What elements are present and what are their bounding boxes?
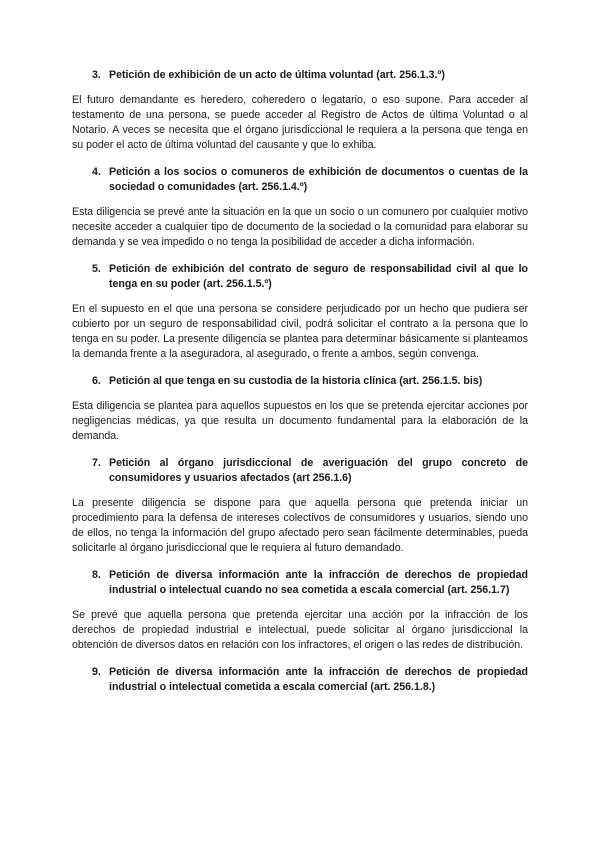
section-paragraph: Esta diligencia se plantea para aquellos supuestos en los que se pretenda ejercitar acciones por negligencias médicas, ya que resulta un documento fundamental para la elaboración de la demanda.: [72, 400, 528, 442]
section-heading: [72, 665, 528, 695]
section-9: [72, 665, 528, 695]
section-title: Petición de exhibición del contrato de seguro de responsabilidad civil al que lo tenga en su poder (art. 256.1.5.º): [109, 263, 528, 290]
section-heading: [72, 262, 528, 292]
section-8: [72, 568, 528, 653]
section-title: Petición de diversa información ante la infracción de derechos de propiedad industrial o intelectual cuando no sea cometida a escala comercial (art. 256.1.7): [109, 569, 528, 596]
section-number: 6.: [92, 375, 101, 387]
section-number: 9.: [92, 666, 101, 678]
section-title: Petición de exhibición de un acto de última voluntad (art. 256.1.3.º): [109, 69, 445, 81]
section-title: Petición al órgano jurisdiccional de averiguación del grupo concreto de consumidores y usuarios afectados (art 256.1.6): [109, 457, 528, 484]
section-paragraph: El futuro demandante es heredero, coheredero o legatario, o eso supone. Para acceder al testamento de una persona, se puede acceder al Registro de Actos de última Voluntad o al Notario. A veces se necesita que el órgano jurisdiccional le requiera a la persona que tenga en su poder el acto de última voluntad del causante y que lo exhiba.: [72, 94, 528, 151]
section-heading: [72, 374, 528, 389]
section-5: [72, 262, 528, 362]
section-number: 5.: [92, 263, 101, 275]
section-title: Petición de diversa información ante la infracción de derechos de propiedad industrial o intelectual cometida a escala comercial (art. 256.1.8.): [109, 666, 528, 693]
section-number: 7.: [92, 457, 101, 469]
section-heading: [72, 165, 528, 195]
section-number: 3.: [92, 69, 101, 81]
section-7: [72, 456, 528, 556]
section-paragraph: En el supuesto en el que una persona se considere perjudicado por un hecho que pudiera ser cubierto por un seguro de responsabilidad civil, podrá solicitar el contrato a la persona que lo tenga en su poder. La presente diligencia se plantea para determinar básicamente si planteamos la demanda frente a la aseguradora, al asegurado, o frente a ambos, según convenga.: [72, 303, 528, 360]
section-number: 8.: [92, 569, 101, 581]
section-3: [72, 68, 528, 153]
section-4: [72, 165, 528, 250]
section-paragraph: La presente diligencia se dispone para que aquella persona que pretenda iniciar un procedimiento para la defensa de intereses colectivos de consumidores y usuarios, siendo uno de ellos, no tenga la información del grupo afectado pero sean fácilmente determinables, pueda solicitarle al órgano jurisdiccional que le requiera al futuro demandado.: [72, 497, 528, 554]
section-paragraph: Se prevé que aquella persona que pretenda ejercitar una acción por la infracción de los derechos de propiedad industrial e intelectual, puede solicitar al órgano jurisdiccional la obtención de diversos datos en relación con los infractores, el origen o las redes de distribución.: [72, 609, 528, 651]
section-number: 4.: [92, 166, 101, 178]
section-title: Petición a los socios o comuneros de exhibición de documentos o cuentas de la sociedad o comunidades (art. 256.1.4.º): [109, 166, 528, 193]
section-heading: [72, 456, 528, 486]
section-title: Petición al que tenga en su custodia de la historia clínica (art. 256.1.5. bis): [109, 375, 483, 387]
section-6: [72, 374, 528, 444]
section-heading: [72, 68, 528, 83]
section-paragraph: Esta diligencia se prevé ante la situación en la que un socio o un comunero por cualquier motivo necesite acceder a cualquier tipo de documento de la sociedad o la comunidad para elaborar su demanda y se vea impedido o no tenga la posibilidad de acceder a dicha información.: [72, 206, 528, 248]
section-heading: [72, 568, 528, 598]
